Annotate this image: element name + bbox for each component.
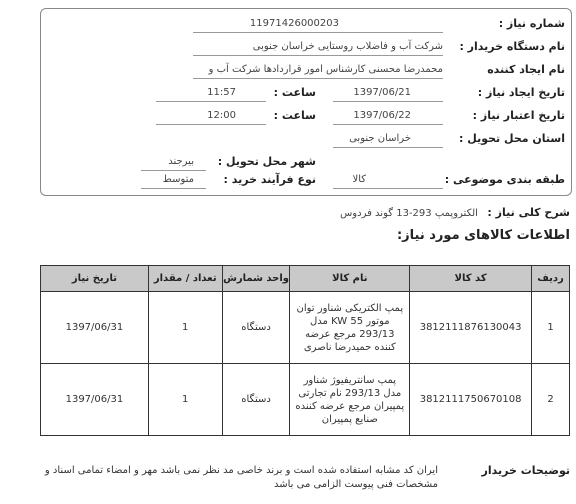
- table-row: [41, 292, 570, 364]
- province-row: [41, 128, 571, 152]
- header-quantity: تعداد / مقدار: [148, 266, 222, 292]
- process-label: نوع فرآیند خرید :: [223, 173, 316, 186]
- buyer-notes-label: توضیحات خریدار: [481, 464, 570, 477]
- buyer-row: [41, 36, 571, 60]
- buyer-notes: [6, 464, 570, 500]
- need-summary: [340, 206, 570, 219]
- province-label: استان محل تحویل :: [459, 132, 565, 145]
- need-number-value: 11971426000203: [249, 18, 339, 29]
- city-value: بیرجند: [168, 156, 194, 167]
- buyer-notes-text: ایران کد مشابه استفاده شده است و برند خاصی مد نظر نمی باشد مهر و امضاء تمامی اسناد و مشخصات فنی پیوست الزامی می باشد: [44, 465, 438, 490]
- created-time-value: 11:57: [207, 87, 236, 98]
- cell-quantity: 1: [148, 292, 222, 364]
- created-date-row: [41, 82, 571, 106]
- need-summary-label: شرح کلی نیاز :: [487, 206, 570, 219]
- created-time-label: ساعت :: [273, 86, 316, 99]
- cell-need-date: 1397/06/31: [41, 292, 149, 364]
- valid-time-label: ساعت :: [273, 109, 316, 122]
- need-info-panel: [40, 8, 572, 196]
- valid-date-row: [41, 105, 571, 129]
- header-item-code: کد کالا: [410, 266, 532, 292]
- province-value: خراسان جنوبی: [349, 133, 411, 144]
- table-row: [41, 364, 570, 436]
- cell-row-number: 1: [532, 292, 570, 364]
- cell-item-name: پمپ الکتریکی شناور توان موتور 55 KW مدل 293/13 مرجع عرضه کننده حمیدرضا ناصری: [290, 292, 410, 364]
- header-unit: واحد شمارش: [222, 266, 290, 292]
- creator-value: محمدرضا محسنی کارشناس امور قراردادها شرکت آب و: [208, 64, 443, 75]
- creator-label: نام ایجاد کننده: [487, 63, 565, 76]
- cell-quantity: 1: [148, 364, 222, 436]
- cell-unit: دستگاه: [222, 364, 290, 436]
- category-row: [41, 169, 571, 193]
- need-number-label: شماره نیاز :: [498, 17, 565, 30]
- need-number-row: [41, 13, 571, 37]
- cell-item-name: پمپ سانتریفیوژ شناور مدل 293/13 نام تجارتی پمپیران مرجع عرضه کننده صنایع پمپیران: [290, 364, 410, 436]
- header-need-date: تاریخ نیاز: [41, 266, 149, 292]
- buyer-label: نام دستگاه خریدار :: [459, 40, 565, 53]
- valid-date-value: 1397/06/22: [353, 110, 411, 121]
- created-date-label: تاریخ ایجاد نیاز :: [477, 86, 565, 99]
- valid-date-label: تاریخ اعتبار نیاز :: [472, 109, 565, 122]
- category-value: کالا: [352, 174, 366, 185]
- cell-unit: دستگاه: [222, 292, 290, 364]
- cell-item-code: 3812111750670108: [410, 364, 532, 436]
- category-label: طبقه بندی موضوعی :: [444, 173, 565, 186]
- header-row-number: ردیف: [532, 266, 570, 292]
- need-summary-value: الکتروپمپ 293-13 گوند فردوس: [340, 208, 478, 219]
- cell-row-number: 2: [532, 364, 570, 436]
- valid-time-value: 12:00: [207, 110, 236, 121]
- process-value: متوسط: [162, 174, 194, 185]
- header-item-name: نام کالا: [290, 266, 410, 292]
- cell-item-code: 3812111876130043: [410, 292, 532, 364]
- creator-row: [41, 59, 571, 83]
- items-table: [40, 265, 570, 436]
- cell-need-date: 1397/06/31: [41, 364, 149, 436]
- table-header-row: [41, 266, 570, 292]
- buyer-value: شرکت آب و فاضلاب روستایی خراسان جنوبی: [252, 41, 443, 52]
- items-section-title: اطلاعات کالاهای مورد نیاز:: [396, 228, 570, 243]
- created-date-value: 1397/06/21: [353, 87, 411, 98]
- city-label: شهر محل تحویل :: [217, 155, 316, 168]
